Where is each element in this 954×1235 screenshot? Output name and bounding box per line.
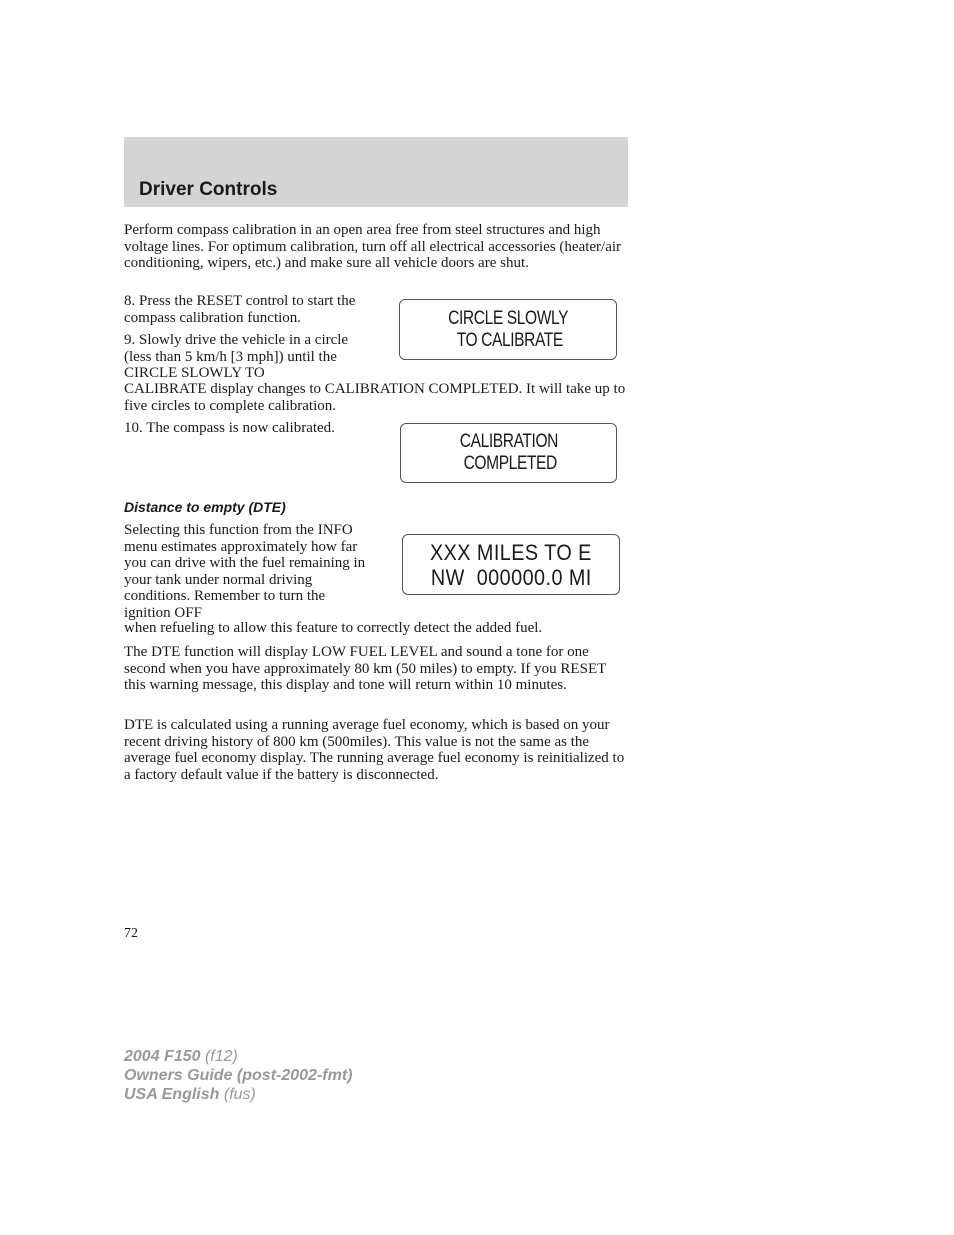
dte-heading: Distance to empty (DTE)	[124, 499, 286, 515]
footer-line-1	[124, 1047, 352, 1066]
display-line-2: COMPLETED	[459, 453, 558, 474]
step-9-part1: 9. Slowly drive the vehicle in a circle (less than 5 km/h [3 mph]) until the CIRCLE SLOWLY TO	[124, 332, 349, 381]
display-line-1: CALIBRATION	[459, 431, 558, 452]
dte-paragraph-1-part1: Selecting this function from the INFO menu estimates approximately how far you can drive with the fuel remaining in your tank under normal driving conditions. Remember to turn the ignition OFF	[124, 522, 366, 621]
section-header-band	[124, 137, 628, 207]
footer-model-code: (f12)	[204, 1048, 238, 1065]
display-line-1: CIRCLE SLOWLY	[448, 307, 568, 329]
display-line-1: XXX MILES TO E	[430, 539, 592, 565]
step-9-part2: CALIBRATE display changes to CALIBRATION COMPLETED. It will take up to five circles to complete calibration.	[124, 381, 626, 414]
footer-language: USA English	[124, 1086, 220, 1103]
display-circle-slowly	[399, 299, 617, 360]
display-dte	[402, 534, 620, 595]
display-calibration-completed	[400, 423, 617, 483]
footer-doc-info	[124, 1047, 352, 1104]
section-title: Driver Controls	[139, 179, 278, 200]
footer-line-2	[124, 1066, 352, 1085]
footer-language-code: (fus)	[223, 1086, 256, 1103]
dte-paragraph-1-part2: when refueling to allow this feature to correctly detect the added fuel.	[124, 620, 543, 636]
display-line-2: TO CALIBRATE	[453, 329, 563, 351]
dte-paragraph-2: The DTE function will display LOW FUEL LEVEL and sound a tone for one second when you have approximately 80 km (50 miles) to empty. If you RESET this warning message, this display and tone will return within 10 minutes.	[124, 644, 606, 693]
intro-paragraph: Perform compass calibration in an open area free from steel structures and high voltage lines. For optimum calibration, turn off all electrical accessories (heater/air conditioning, wipers, etc.) and make sure all vehicle doors are shut.	[124, 222, 622, 271]
dte-paragraph-3: DTE is calculated using a running average fuel economy, which is based on your recent driving history of 800 km (500miles). This value is not the same as the average fuel economy display. The running average fuel economy is reinitialized to a factory default value if the battery is disconnected.	[124, 717, 625, 783]
footer-guide: Owners Guide (post-2002-fmt)	[124, 1067, 353, 1084]
step-8: 8. Press the RESET control to start the compass calibration function.	[124, 293, 356, 326]
page-number: 72	[124, 926, 138, 941]
step-10: 10. The compass is now calibrated.	[124, 420, 335, 436]
display-line-2: NW 000000.0 MI	[430, 564, 592, 590]
footer-line-3	[124, 1085, 352, 1104]
footer-model: 2004 F150	[124, 1048, 201, 1065]
